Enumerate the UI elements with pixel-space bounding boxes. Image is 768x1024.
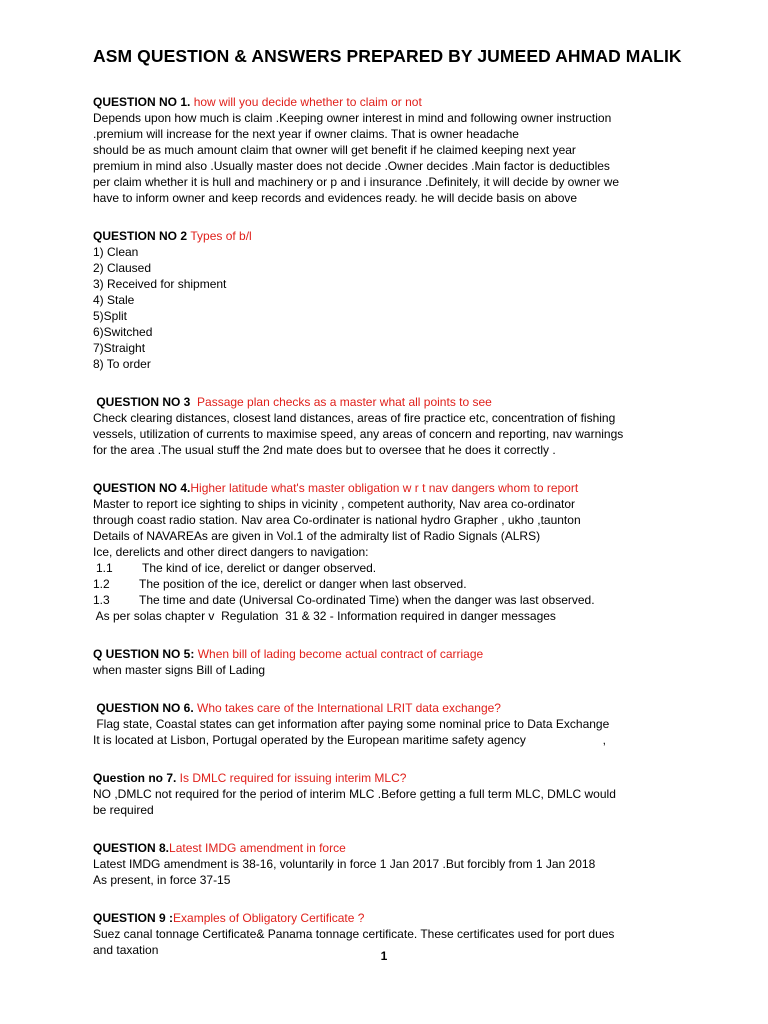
item-number: 1.1	[96, 561, 113, 575]
answer-line: Latest IMDG amendment is 38-16, voluntarily in force 1 Jan 2017 .But forcibly from 1 Jan 2018	[93, 857, 596, 871]
answer-line: should be as much amount claim that owner will get benefit if he claimed keeping next year	[93, 143, 576, 157]
question-heading	[93, 910, 693, 926]
answer-line: Details of NAVAREAs are given in Vol.1 of the admiralty list of Radio Signals (ALRS)	[93, 529, 541, 543]
question-label: Question no 7.	[93, 771, 180, 785]
answer-line: Suez canal tonnage Certificate& Panama tonnage certificate. These certificates used for port dues	[93, 927, 615, 941]
numbered-item	[93, 560, 693, 576]
answer-line: NO ,DMLC not required for the period of interim MLC .Before getting a full term MLC, DMLC would	[93, 787, 616, 801]
list-item: 8) To order	[93, 357, 151, 371]
list-item: 2) Claused	[93, 261, 152, 275]
document-page	[93, 46, 693, 958]
item-text: The position of the ice, derelict or danger when last observed.	[139, 577, 467, 591]
question-block-7	[93, 770, 693, 818]
answer-line: and taxation	[93, 943, 159, 957]
answer-line: vessels, utilization of currents to maximise speed, any areas of concern and reporting, nav warnings	[93, 427, 624, 441]
list-item: 6)Switched	[93, 325, 153, 339]
answer-line: Ice, derelicts and other direct dangers to navigation:	[93, 545, 369, 559]
answer-line: Depends upon how much is claim .Keeping owner interest in mind and following owner instruction	[93, 111, 612, 125]
question-block-1	[93, 94, 693, 206]
question-label: QUESTION NO 2	[93, 229, 191, 243]
question-heading	[93, 646, 693, 662]
question-heading	[93, 700, 693, 716]
question-heading	[93, 840, 693, 856]
question-label: QUESTION NO 3	[93, 395, 198, 409]
answer-line: It is located at Lisbon, Portugal operated by the European maritime safety agency ,	[93, 733, 606, 747]
answer	[93, 856, 693, 888]
question-heading	[93, 394, 693, 410]
question-block-3	[93, 394, 693, 458]
item-number: 1.2	[93, 577, 110, 591]
question-heading	[93, 94, 693, 110]
question-block-6	[93, 700, 693, 748]
question-label: QUESTION 9 :	[93, 911, 174, 925]
answer	[93, 496, 693, 624]
answer-line: Flag state, Coastal states can get information after paying some nominal price to Data Exchange	[93, 717, 610, 731]
answer-line: Master to report ice sighting to ships in vicinity , competent authority, Nav area co-ordinator	[93, 497, 575, 511]
list-item: 4) Stale	[93, 293, 135, 307]
question-label: QUESTION NO 1.	[93, 95, 194, 109]
question-text: Who takes care of the International LRIT data exchange?	[197, 701, 501, 715]
item-number: 1.3	[93, 593, 110, 607]
question-block-5	[93, 646, 693, 678]
question-text: Examples of Obligatory Certificate ?	[173, 911, 365, 925]
question-block-4	[93, 480, 693, 624]
numbered-item	[93, 592, 693, 608]
question-block-2	[93, 228, 693, 372]
list-item: 3) Received for shipment	[93, 277, 227, 291]
question-label: QUESTION NO 6.	[93, 701, 198, 715]
answer-line: when master signs Bill of Lading	[93, 663, 266, 677]
list-item: 1) Clean	[93, 245, 139, 259]
answer	[93, 662, 693, 678]
question-heading	[93, 480, 693, 496]
item-text: The time and date (Universal Co-ordinated Time) when the danger was last observed.	[139, 593, 595, 607]
question-text: Higher latitude what's master obligation w r t nav dangers whom to report	[190, 481, 579, 495]
answer-line: per claim whether it is hull and machinery or p and i insurance .Definitely, it will decide by owner we	[93, 175, 620, 189]
question-label: QUESTION 8.	[93, 841, 170, 855]
answer-line: through coast radio station. Nav area Co-ordinater is national hydro Grapher , ukho ,taunton	[93, 513, 581, 527]
question-text: Latest IMDG amendment in force	[169, 841, 346, 855]
answer-line: As per solas chapter v Regulation 31 & 32 - Information required in danger messages	[93, 609, 556, 623]
question-text: Types of b/l	[190, 229, 252, 243]
answer	[93, 716, 693, 748]
question-text: When bill of lading become actual contract of carriage	[197, 647, 484, 661]
page-number: 1	[380, 949, 388, 963]
question-text: Passage plan checks as a master what all points to see	[197, 395, 492, 409]
question-heading	[93, 228, 693, 244]
list-item: 5)Split	[93, 309, 128, 323]
answer-list	[93, 244, 693, 372]
answer-line: .premium will increase for the next year if owner claims. That is owner headache	[93, 127, 519, 141]
answer-line: be required	[93, 803, 154, 817]
answer-line: As present, in force 37-15	[93, 873, 231, 887]
question-heading	[93, 770, 693, 786]
question-label: QUESTION NO 4.	[93, 481, 191, 495]
question-text: how will you decide whether to claim or not	[193, 95, 422, 109]
answer	[93, 410, 693, 458]
question-text: Is DMLC required for issuing interim MLC?	[179, 771, 407, 785]
answer-line: Check clearing distances, closest land distances, areas of fire practice etc, concentration of fishing	[93, 411, 616, 425]
answer-line: have to inform owner and keep records and evidences ready. he will decide basis on above	[93, 191, 578, 205]
question-label: Q UESTION NO 5:	[93, 647, 198, 661]
list-item: 7)Straight	[93, 341, 146, 355]
numbered-item	[93, 576, 693, 592]
question-block-8	[93, 840, 693, 888]
document-title: ASM QUESTION & ANSWERS PREPARED BY JUMEED AHMAD MALIK	[93, 46, 682, 66]
answer-line: premium in mind also .Usually master does not decide .Owner decides .Main factor is deductibles	[93, 159, 610, 173]
answer-line: for the area .The usual stuff the 2nd mate does but to oversee that he does it correctly .	[93, 443, 556, 457]
answer	[93, 110, 693, 206]
answer	[93, 786, 693, 818]
item-text: The kind of ice, derelict or danger observed.	[142, 561, 377, 575]
